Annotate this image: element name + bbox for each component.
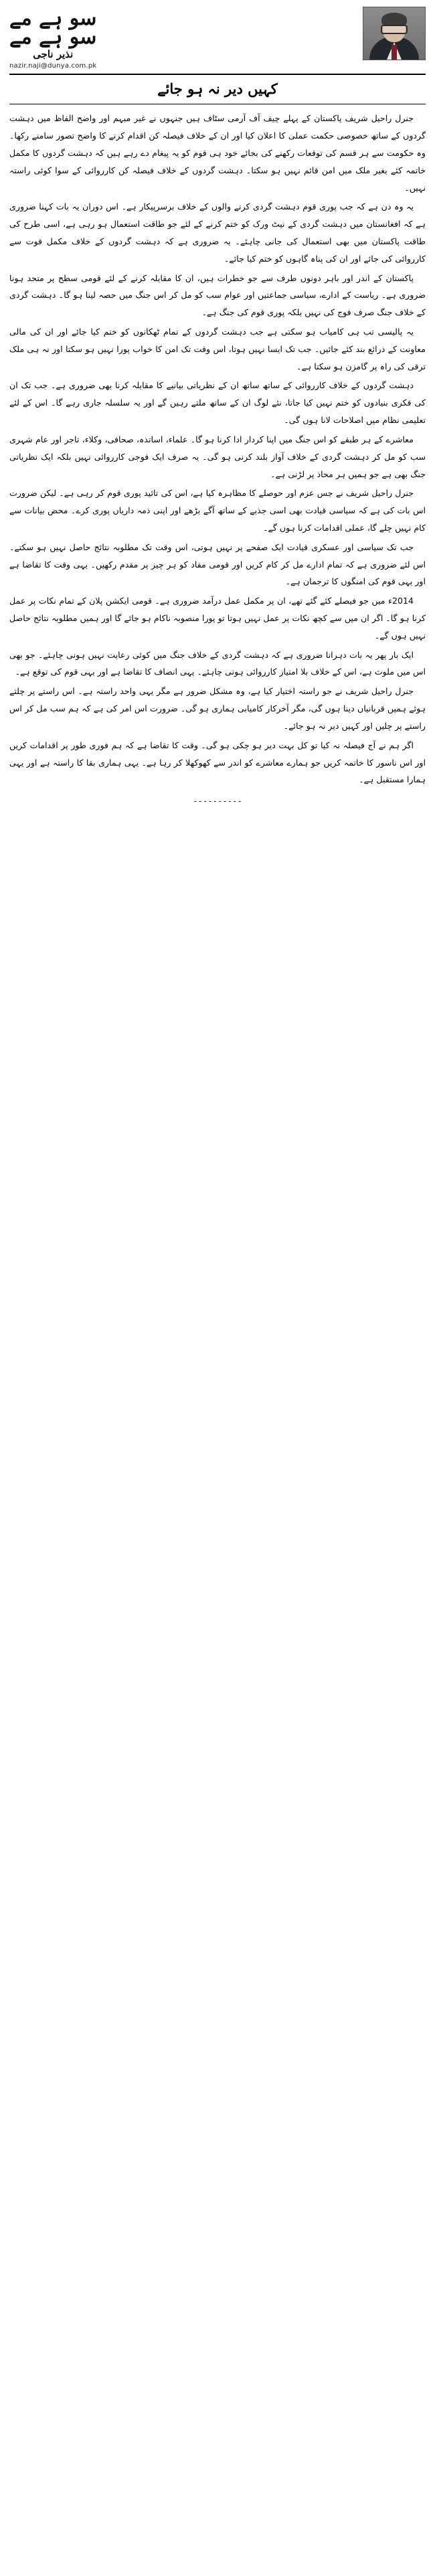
author-email[interactable]: nazir.naji@dunya.com.pk (9, 62, 97, 70)
portrait-glasses (381, 25, 408, 34)
author-name: نذیر ناجی (33, 48, 74, 60)
portrait-hair (381, 13, 407, 26)
article-paragraph: پاکستان کے اندر اور باہر دونوں طرف سے جو خطرات ہیں، ان کا مقابلہ کرنے کے لئے قومی سطح پر متحد ہونا ضروری ہے۔ ریاست کے ادارے، سیاسی جماعتیں اور عوام سب کو مل کر اس جنگ میں حصہ لینا ہو گا۔ دہشت گردی کے خلاف جنگ صرف فوج کی نہیں بلکہ پوری قوم کی جنگ ہے۔ (9, 272, 426, 318)
article-paragraph: دہشت گردوں کے خلاف کارروائی کے ساتھ ساتھ ان کے نظریاتی بیانیے کا مقابلہ کرنا بھی ضروری ہے۔ جب تک ان کی فکری بنیادوں کو ختم نہیں کیا جاتا، نئے لوگ ان کے ساتھ ملتے رہیں گے اور یہ سلسلہ جاری رہے گا۔ اس کے لئے تعلیمی نظام میں اصلاحات لانا ہوں گی۔ (9, 380, 426, 426)
author-portrait (363, 7, 426, 60)
article-body (9, 110, 426, 808)
article-closing-line: ۔۔۔۔۔۔۔۔۔۔ (193, 794, 242, 804)
masthead (9, 7, 426, 75)
article-paragraph: جنرل راحیل شریف پاکستان کے پہلے چیف آف آرمی سٹاف ہیں جنہوں نے غیر مبہم اور واضح الفاظ میں دہشت گردوں کے ساتھ خصوصی حکمت عملی کا اعلان کیا اور ان کے خلاف فیصلہ کن اقدام کرنے کا واضح تصور سامنے رکھا۔ وہ حکومت سے ہر قسم کی توقعات رکھنے کی بجائے خود ہی قوم کو یہ پیغام دے رہے ہیں کہ دہشت گردوں کا مکمل خاتمہ کئے بغیر ملک میں امن قائم نہیں ہو سکتا۔ دہشت گردوں کے خلاف فیصلہ کن کارروائی کے سوا کوئی راستہ نہیں۔ (9, 113, 426, 193)
article-paragraph: جب تک سیاسی اور عسکری قیادت ایک صفحے پر نہیں ہوتی، اس وقت تک مطلوبہ نتائج حاصل نہیں ہو سکتے۔ اس لئے ضروری ہے کہ تمام ادارے مل کر کام کریں اور قومی مفاد کو ہر چیز پر مقدم رکھیں۔ یہی وقت کا تقاضا ہے اور یہی قوم کی امنگوں کا ترجمان ہے۔ (9, 541, 426, 587)
article-paragraph: معاشرے کے ہر طبقے کو اس جنگ میں اپنا کردار ادا کرنا ہو گا۔ علماء، اساتذہ، صحافی، وکلاء، تاجر اور عام شہری سب کو مل کر دہشت گردی کے خلاف آواز بلند کرنی ہو گی۔ یہ صرف ایک فوجی کارروائی نہیں بلکہ ایک نظریاتی جنگ بھی ہے جو ہمیں ہر محاذ پر لڑنی ہے۔ (9, 434, 426, 479)
page-title: کہیں دیر نہ ہو جائے (157, 80, 278, 98)
article-paragraph: جنرل راحیل شریف نے جس عزم اور حوصلے کا مظاہرہ کیا ہے، اس کی تائید پوری قوم کر رہی ہے۔ لیکن ضرورت اس بات کی ہے کہ سیاسی قیادت بھی اسی جذبے کے ساتھ آگے بڑھے اور اپنی ذمہ داریاں پوری کرے۔ محض بیانات سے کام نہیں چلے گا، عملی اقدامات کرنا ہوں گے۔ (9, 488, 426, 533)
article-paragraph: یہ وہ دن ہے کہ جب پوری قوم دہشت گردی کرنے والوں کے خلاف برسرپیکار ہے۔ اس دوران یہ بات کہنا ضروری ہے کہ افغانستان میں دہشت گردی کے نیٹ ورک کو ختم کرنے کے لئے جو طاقت استعمال ہو رہی ہے، اسی طرح کی طاقت پاکستان میں بھی استعمال کی جانی چاہئے۔ یہ ضروری ہے کہ دہشت گردوں کے خلاف مکمل قوت سے کارروائی کی جائے اور ان کی پناہ گاہوں کو ختم کیا جائے۔ (9, 201, 426, 264)
portrait-tie (392, 45, 397, 60)
article-paragraph: جنرل راحیل شریف نے جو راستہ اختیار کیا ہے، وہ مشکل ضرور ہے مگر یہی واحد راستہ ہے۔ اس راستے پر چلتے ہوئے ہمیں قربانیاں دینا ہوں گی، مگر آخرکار کامیابی ہماری ہو گی۔ ضرورت اس امر کی ہے کہ ہم سب مل کر اس راستے پر چلیں اور کہیں دیر نہ ہو جائے۔ (9, 686, 426, 731)
article-paragraph: ایک بار پھر یہ بات دہرانا ضروری ہے کہ دہشت گردی کے خلاف جنگ میں کوئی رعایت نہیں ہونی چاہئے۔ جو بھی اس میں ملوث ہے، اس کے خلاف بلا امتیاز کارروائی ہونی چاہئے۔ یہی انصاف کا تقاضا ہے اور یہی قوم کی توقع ہے۔ (9, 649, 426, 677)
article-paragraph: اگر ہم نے آج فیصلہ نہ کیا تو کل بہت دیر ہو چکی ہو گی۔ وقت کا تقاضا ہے کہ ہم فوری طور پر اقدامات کریں اور اس ناسور کا خاتمہ کریں جو ہمارے معاشرے کو اندر سے کھوکھلا کر رہا ہے۔ یہی ہماری بقا کا راستہ ہے اور یہی ہمارا مستقبل ہے۔ (9, 740, 426, 785)
article-paragraph: 2014ء میں جو فیصلے کئے گئے تھے، ان پر مکمل عمل درآمد ضروری ہے۔ قومی ایکشن پلان کے تمام نکات پر عمل کرنا ہو گا۔ اگر ان میں سے کچھ نکات پر عمل نہیں ہوتا تو پورا منصوبہ ناکام ہو جائے گا اور ہمیں مطلوبہ نتائج حاصل نہیں ہوں گے۔ (9, 596, 426, 640)
brand-block (9, 7, 96, 70)
brand-text (9, 7, 96, 70)
brand-title-line-1: سو ہے مے (9, 7, 97, 30)
brand-title-line-2: سو ہے مے (9, 25, 97, 49)
article-paragraph: یہ پالیسی تب ہی کامیاب ہو سکتی ہے جب دہشت گردوں کے تمام ٹھکانوں کو ختم کیا جائے اور ان کی مالی معاونت کے ذرائع بند کئے جائیں۔ جب تک ایسا نہیں ہوتا، اس وقت تک امن کا خواب پورا نہیں ہو سکتا اور نہ ہی ملک ترقی کی راہ پر گامزن ہو سکتا ہے۔ (9, 327, 426, 371)
